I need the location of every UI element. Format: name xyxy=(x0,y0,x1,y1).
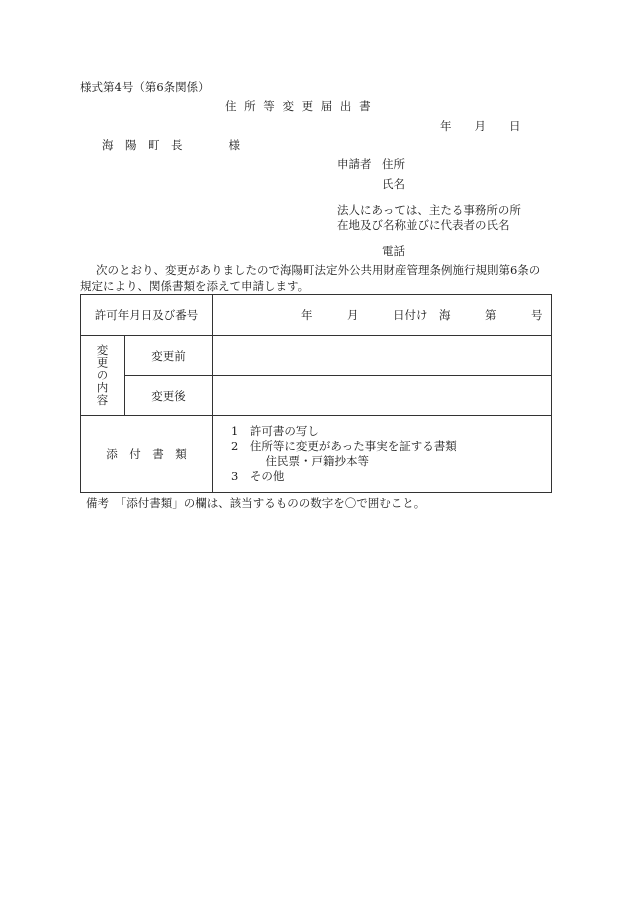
form-number: 様式第4号（第6条関係） xyxy=(80,80,210,94)
attachments-row xyxy=(81,416,552,493)
attachment-item-3: 3 その他 xyxy=(231,469,285,483)
change-form-table xyxy=(80,294,552,493)
change-before-row xyxy=(81,336,552,376)
attachment-item-2: 2 住所等に変更があった事実を証する書類 xyxy=(231,439,457,453)
attachments-list xyxy=(213,420,551,488)
form-title: 住 所 等 変 更 届 出 書 xyxy=(225,99,373,113)
permit-row xyxy=(81,295,552,336)
body-text-line1: 次のとおり、変更がありましたので海陽町法定外公共用財産管理条例施行規則第6条の xyxy=(96,263,541,277)
attachments-label: 添 付 書 類 xyxy=(81,416,213,493)
remarks: 備考 「添付書類」の欄は、該当するものの数字を〇で囲むこと。 xyxy=(86,496,426,510)
after-label: 変更後 xyxy=(125,376,213,416)
change-content-label-cell xyxy=(81,336,125,416)
change-content-label: 変更の内容 xyxy=(95,344,110,407)
corporate-note-line2: 在地及び名称並びに代表者の氏名 xyxy=(337,218,510,232)
body-text-line2: 規定により、関係書類を添えて申請します。 xyxy=(80,279,310,293)
attachment-item-2-detail: 住民票・戸籍抄本等 xyxy=(231,454,369,468)
before-label: 変更前 xyxy=(125,336,213,376)
date-line: 年 月 日 xyxy=(440,119,521,133)
attachment-item-1: 1 許可書の写し xyxy=(231,424,319,438)
permit-label: 許可年月日及び番号 xyxy=(81,295,213,336)
name-label: 氏名 xyxy=(382,177,405,191)
recipient: 海 陽 町 長 様 xyxy=(102,138,240,152)
change-after-row xyxy=(81,376,552,416)
corporate-note-line1: 法人にあっては、主たる事務所の所 xyxy=(337,203,521,217)
address-label: 住所 xyxy=(382,157,405,171)
attachments-cell xyxy=(213,416,552,493)
applicant-label: 申請者 xyxy=(337,157,372,171)
before-value[interactable] xyxy=(213,336,552,376)
phone-label: 電話 xyxy=(382,244,405,258)
permit-value: 年 月 日付け 海 第 号 xyxy=(213,295,552,336)
after-value[interactable] xyxy=(213,376,552,416)
